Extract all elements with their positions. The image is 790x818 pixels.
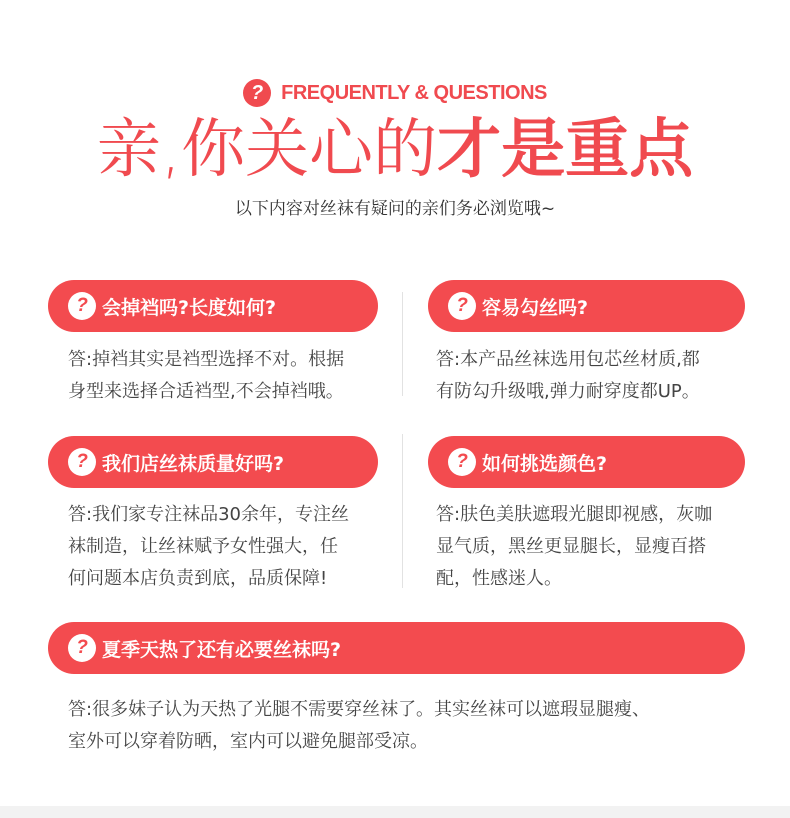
faq-answer-line: 室外可以穿着防晒，室内可以避免腿部受凉。	[68, 731, 428, 752]
faq-question-text: 会掉裆吗?长度如何?	[102, 296, 277, 319]
faq-answer-line: 答:掉裆其实是裆型选择不对。根据	[68, 349, 345, 370]
faq-answer-3	[68, 499, 349, 595]
faq-question-text: 容易勾丝吗?	[482, 296, 589, 319]
faq-answer-line: 答:肤色美肤遮瑕光腿即视感，灰咖	[436, 504, 713, 525]
question-mark-icon: ?	[68, 448, 96, 476]
faq-answer-line: 身型来选择合适裆型,不会掉裆哦。	[68, 381, 344, 402]
faq-question-5	[48, 622, 745, 674]
header-tagline: FREQUENTLY & QUESTIONS	[281, 81, 547, 104]
faq-answer-line: 袜制造，让丝袜赋予女性强大，任	[68, 536, 338, 557]
faq-header	[0, 78, 790, 108]
bottom-strip	[0, 806, 790, 818]
page-title	[0, 110, 790, 190]
question-mark-icon: ?	[68, 292, 96, 320]
faq-answer-line: 答:本产品丝袜选用包芯丝材质,都	[436, 349, 700, 370]
question-mark-icon: ?	[68, 634, 96, 662]
column-divider	[402, 292, 403, 396]
faq-answer-2	[436, 344, 700, 408]
faq-question-text: 我们店丝袜质量好吗?	[102, 452, 285, 475]
faq-question-3	[48, 436, 378, 488]
faq-answer-line: 有防勾升级哦,弹力耐穿度都UP。	[436, 381, 700, 402]
faq-answer-line: 答:我们家专注袜品30余年，专注丝	[68, 504, 349, 525]
faq-question-4	[428, 436, 745, 488]
faq-answer-1	[68, 344, 344, 408]
faq-answer-5	[68, 694, 650, 758]
question-mark-icon: ?	[243, 79, 271, 107]
faq-question-2	[428, 280, 745, 332]
faq-answer-line: 配，性感迷人。	[436, 568, 562, 589]
page-title-bold: 才是重点	[437, 113, 694, 187]
page-title-light: 亲,你关心的	[96, 113, 438, 187]
column-divider	[402, 434, 403, 588]
question-mark-icon: ?	[448, 448, 476, 476]
faq-answer-line: 答:很多妹子认为天热了光腿不需要穿丝袜了。其实丝袜可以遮瑕显腿瘦、	[68, 699, 651, 720]
faq-answer-line: 何问题本店负责到底，品质保障!	[68, 568, 328, 589]
faq-question-1	[48, 280, 378, 332]
question-mark-icon: ?	[448, 292, 476, 320]
page-subtitle: 以下内容对丝袜有疑问的亲们务必浏览哦~	[234, 199, 556, 219]
faq-question-text: 夏季天热了还有必要丝袜吗?	[102, 638, 342, 661]
faq-answer-4	[436, 499, 712, 595]
faq-question-text: 如何挑选颜色?	[482, 452, 608, 475]
faq-answer-line: 显气质，黑丝更显腿长，显瘦百搭	[436, 536, 706, 557]
